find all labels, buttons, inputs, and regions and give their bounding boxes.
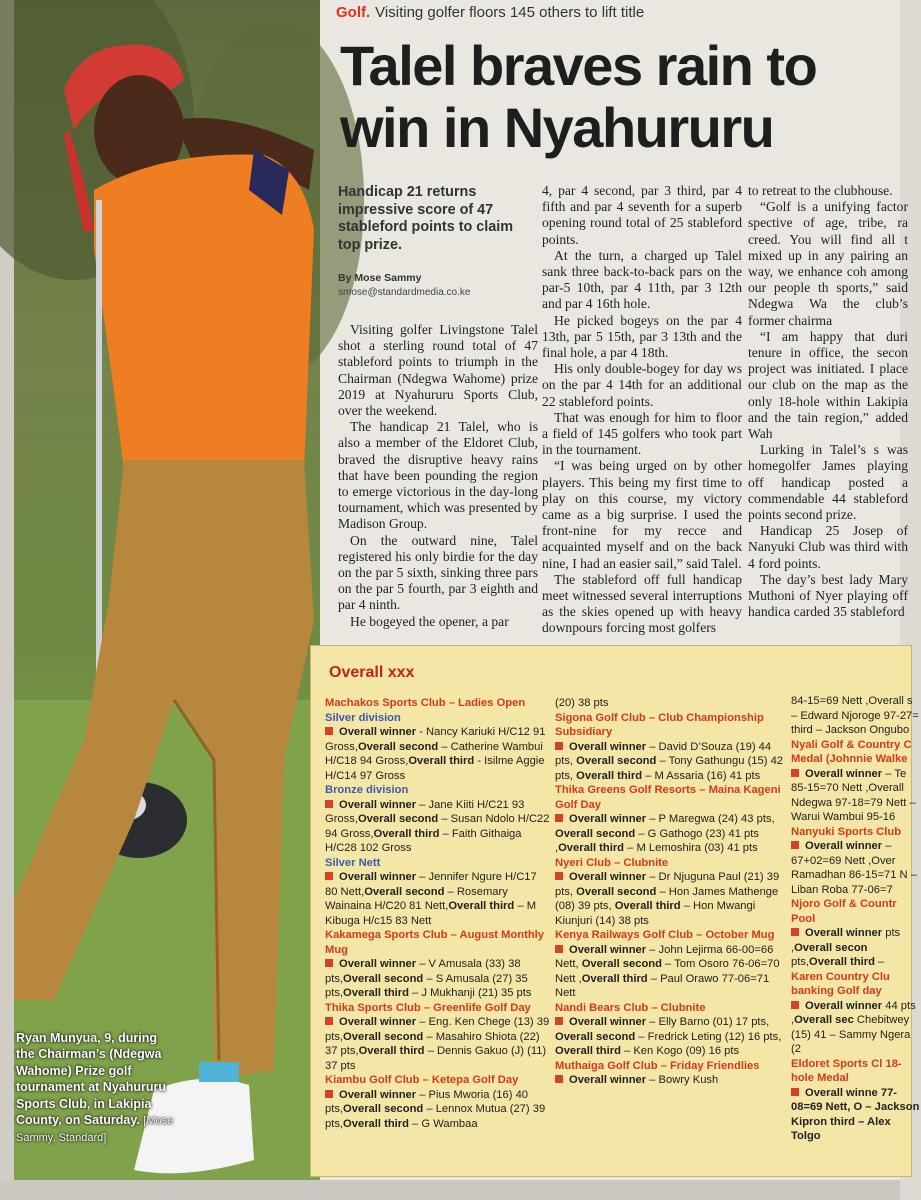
club-heading: Nyeri Club – Clubnite — [555, 856, 669, 869]
result-value: - Isilme Aggie H/C14 97 Gross — [325, 755, 545, 782]
result-label: Overall winner — [805, 840, 883, 852]
result-label: Overall second — [364, 885, 445, 898]
article-column-2 — [542, 183, 742, 637]
club-heading: Kenya Railways Golf Club – October Mug — [555, 929, 775, 941]
bullet-square-icon — [555, 945, 563, 953]
author-email: smose@standardmedia.co.ke — [338, 287, 471, 298]
result-value: – Hon James Mathenge (08) 39 pts, — [555, 885, 779, 912]
result-value: – Eng. Ken Chege (13) 39 pts, — [325, 1016, 550, 1043]
result-value: – Hon Mwangi Kiunjuri (14) 38 pts — [555, 900, 756, 927]
result-value: – M Assaria (16) 41 pts — [642, 769, 761, 782]
column-3-continuation: to retreat to the clubhouse. — [748, 183, 893, 198]
club-heading: Kiambu Golf Club – Ketepa Golf Day — [325, 1074, 519, 1086]
result-value: – V Amusala (33) 38 pts, — [325, 958, 521, 985]
result-value: – Tom Osoro 76-06=70 Nett , — [555, 958, 780, 985]
bullet-square-icon — [555, 1017, 563, 1025]
result-value: – S Amusala (27) 35 pts, — [325, 972, 528, 999]
result-value: – Catherine Wambui H/C18 94 Gross, — [325, 740, 543, 767]
bullet-square-icon — [325, 1017, 333, 1025]
result-value: – Jennifer Ngure H/C17 80 Nett, — [325, 871, 537, 898]
result-value: – M Kibuga H/c15 83 Nett — [325, 900, 537, 927]
result-value: - Nancy Kariuki H/C12 91 Gross, — [325, 726, 546, 753]
result-entry — [555, 943, 785, 1001]
result-value: – Dennis Gakuo (J) (11) 37 pts — [325, 1045, 547, 1072]
result-text — [555, 871, 779, 927]
bullet-square-icon — [791, 1088, 799, 1096]
results-column-2 — [555, 696, 785, 1088]
result-text — [791, 1087, 919, 1143]
result-label: Overall winner — [805, 927, 883, 939]
result-value: – Bowry Kush — [646, 1074, 719, 1086]
article-paragraph: Handicap 25 Josep of Nanyuki Club was third with 4 ford points. — [748, 523, 908, 571]
result-entry — [791, 926, 921, 970]
club-heading: Muthaiga Golf Club – Friday Friendlies — [555, 1059, 760, 1072]
result-value: – Masahiro Shiota (22) 37 pts, — [325, 1030, 540, 1057]
result-label: Overall third — [558, 842, 625, 854]
result-text — [555, 813, 775, 854]
result-label: Overall winner — [569, 1074, 647, 1086]
result-entry — [325, 1088, 551, 1132]
result-text — [325, 799, 550, 855]
article-paragraph: That was enough for him to floor a field of 145 golfers who took part in the tournament. — [542, 409, 742, 458]
result-value: – David D’Souza (19) 44 pts, — [555, 740, 772, 767]
result-text — [791, 927, 900, 968]
result-value: – Faith Githaiga H/C28 102 Gross — [325, 827, 522, 854]
result-value: – P Maregwa (24) 43 pts, — [646, 813, 775, 825]
result-value: – Lennox Mutua (27) 39 pts, — [325, 1103, 546, 1130]
bullet-square-icon — [791, 841, 799, 849]
results-box — [310, 645, 920, 1177]
result-label: Overall winner — [339, 958, 417, 970]
bullet-square-icon — [791, 928, 799, 936]
club-heading: Nandi Bears Club – Clubnite — [555, 1001, 706, 1014]
result-entry — [555, 1073, 785, 1088]
result-value: – John Lejirma 66-00=66 Nett, — [555, 943, 774, 970]
article-paragraph: The stableford off full handicap meet witnessed several interruptions as the skies opened up with heavy downpours forcing most golfers — [542, 571, 742, 636]
results-column-3 — [791, 694, 921, 1144]
result-value: pts, — [791, 956, 810, 968]
result-value: – Jane Kiiti H/C21 93 Gross, — [325, 798, 525, 825]
result-label: Overall second — [555, 827, 636, 840]
result-entry — [325, 870, 551, 928]
result-value: – Pius Mworia (16) 40 pts, — [325, 1088, 529, 1115]
headline — [340, 36, 900, 160]
division-heading: Silver division — [325, 711, 401, 724]
article-paragraph: His only double-bogey for day ws on the par 4 14th for an additional 22 stableford points. — [542, 361, 742, 409]
result-label: Overall winner — [569, 813, 647, 825]
article-paragraph: Visiting golfer Livingstone Talel shot a sterling round total of 47 stableford points to triumph in the Chairman (Ndegwa Wahome) prize 2019 at Nyahururu Sports Club, over the weekend. — [338, 322, 538, 419]
club-heading: Njoro Golf & Countr Pool — [791, 898, 897, 925]
result-label: Overall winner — [569, 1016, 647, 1028]
result-entry: 84-15=69 Nett ,Overall s – Edward Njoroge 97-27= third – Jackson Ongubo — [791, 695, 919, 736]
result-value: – Dr Njuguna Paul (21) 39 pts, — [555, 871, 780, 898]
result-label: Overall third — [343, 987, 409, 999]
result-label: Overall winner — [805, 767, 883, 780]
result-text — [791, 1000, 916, 1056]
article-paragraph: He bogeyed the opener, a par — [350, 613, 509, 629]
result-label: Overall third — [358, 1045, 425, 1057]
article-paragraph: The handicap 21 Talel, who is also a member of the Eldoret Club, braved the disruptive heavy rains that have been pounding the region to emerge victorious in the day-long tournament, which was presented by Madison Group. — [338, 419, 538, 532]
headline-line-1: Talel braves rain to — [340, 34, 817, 97]
bullet-square-icon — [325, 872, 333, 880]
result-text — [325, 1089, 545, 1130]
result-text — [555, 1016, 781, 1057]
result-label: Overall second — [576, 755, 657, 767]
result-value: – Elly Barno (01) 17 pts, — [646, 1016, 770, 1028]
byline: By Mose Sammy — [338, 272, 422, 284]
article-paragraph: “I am happy that duri tenure in office, the secon project was initiated. I place our club on the map as the only 18-hole within Lakipia and the tain region,” added Wah — [748, 328, 908, 442]
result-label: Overall third — [448, 900, 515, 912]
result-entry — [555, 870, 785, 928]
article-column-3 — [748, 183, 908, 620]
result-label: Overall third — [343, 1117, 409, 1130]
result-label: Overall winner — [569, 740, 647, 753]
result-text — [325, 726, 545, 782]
bullet-square-icon — [555, 872, 563, 880]
result-label: Overall second — [576, 885, 657, 898]
result-label: Overall winner — [339, 1088, 417, 1101]
result-value: – Ken Kogo (09) 16 pts — [620, 1045, 740, 1057]
result-label: Overall second — [357, 813, 439, 825]
bullet-square-icon — [791, 769, 799, 777]
bullet-square-icon — [325, 727, 333, 735]
bullet-square-icon — [555, 1075, 563, 1083]
result-entry — [791, 999, 921, 1057]
result-entry — [555, 812, 785, 856]
result-text — [555, 741, 783, 782]
club-heading: Machakos Sports Club – Ladies Open — [325, 697, 526, 709]
article-paragraph: At the turn, a charged up Talel sank three back-to-back pars on the par-5 10th, par 4 11th, par 3 12th and par 4 16th hole. — [542, 247, 742, 312]
result-value: – M Lemoshira (03) 41 pts — [624, 842, 758, 854]
result-value: – Fredrick Leting (12) 16 pts, — [635, 1030, 782, 1043]
result-value: – — [874, 956, 885, 968]
result-label: Overall winner — [339, 871, 417, 883]
result-entry — [555, 1015, 785, 1059]
result-value: pts , — [791, 927, 901, 954]
article-paragraph: He picked bogeys on the par 4 13th, par 5 15th, par 3 13th and the final hole, a par 4 18th. — [542, 312, 742, 361]
column-2-continuation: 4, par 4 second, par 3 third, par 4 fifth and par 4 seventh for a superb opening round total of 25 stableford points. — [542, 183, 742, 247]
result-value: – G Wambaa — [408, 1117, 478, 1130]
result-label: Overall second — [581, 958, 662, 970]
result-value: – 67+02=69 Nett ,Over Ramadhan 86-15=71 N – Liban Roba 77-06=7 — [791, 840, 917, 896]
article-paragraph: Lurking in Talel’s s was homegolfer James playing off handicap posted a commendable 44 stableford points second prize. — [748, 442, 908, 523]
result-label: Overall secon — [794, 941, 868, 954]
headline-line-2: win in Nyahururu — [340, 96, 774, 159]
result-label: Overall winner — [569, 943, 647, 956]
result-label: Overall winne 77-08=69 Nett, O – Jackson Kipron third – Alex Tolgo — [791, 1086, 920, 1142]
result-label: Overall second — [357, 740, 439, 753]
division-heading: Bronze division — [325, 784, 409, 796]
golfer-illustration — [14, 0, 320, 1180]
result-entry — [555, 740, 785, 784]
result-text — [325, 871, 537, 927]
result-value: – Tony Gathungu (15) 42 pts, — [555, 755, 784, 782]
result-label: Overall second — [343, 972, 424, 985]
result-label: Overall winner — [805, 999, 883, 1012]
article-paragraph: The day’s best lady Mary Muthoni of Nyer playing off handica carded 35 stableford — [748, 571, 908, 620]
result-value: – J Mukhanji (21) 35 pts — [408, 987, 532, 999]
results-column-1 — [325, 696, 551, 1131]
club-heading: Thika Greens Golf Resorts – Maina Kageni Golf Day — [555, 784, 781, 811]
result-label: Overall winner — [339, 726, 417, 738]
bullet-square-icon — [791, 1001, 799, 1009]
kicker-text: Visiting golfer floors 145 others to lift title — [375, 4, 645, 21]
result-label: Overall winner — [569, 871, 647, 883]
article-paragraph: “Golf is a unifying factor spective of age, tribe, ra creed. You will find all t mixed up in any pairing an way, we enhance coh among our people th sports,” said Ndegwa Wa the club’s former chairma — [748, 199, 908, 328]
result-value: – G Gathogo (23) 41 pts , — [555, 827, 759, 854]
result-value: 44 pts , — [791, 999, 916, 1026]
bullet-square-icon — [555, 814, 563, 822]
result-label: Overall sec — [794, 1014, 854, 1026]
result-value: Chebitwey (15) 41 – Sammy Ngera (2 — [791, 1014, 911, 1055]
result-text — [791, 768, 916, 824]
caption-text: Ryan Munyua, 9, during the Chairman’s (Ndegwa Wahome) Prize golf tournament at Nyahururu Sports Club, in Lakipia County, on Saturday. — [16, 1031, 167, 1128]
club-heading: Nanyuki Sports Club — [791, 825, 902, 838]
article-paragraph: On the outward nine, Talel registered his only birdie for the day on the par 5 sixth, sinking three pars on the par 5 fourth, par 3 eighth and par 4 ninth. — [338, 532, 538, 613]
result-label: Overall third — [555, 1045, 621, 1057]
result-entry — [325, 725, 551, 783]
result-text — [791, 840, 917, 896]
result-entry: (20) 38 pts — [555, 697, 609, 709]
result-value: – Paul Orawo 77-06=71 Nett — [555, 972, 770, 999]
club-heading: Karen Country Clu banking Golf day — [791, 970, 890, 997]
kicker — [336, 4, 644, 21]
bullet-square-icon — [325, 959, 333, 967]
result-label: Overall winner — [339, 1016, 417, 1028]
result-entry — [791, 1086, 921, 1144]
result-entry — [325, 798, 551, 856]
division-heading: Silver Nett — [325, 856, 381, 869]
article-column-1 — [338, 322, 538, 630]
standfirst: Handicap 21 returns impressive score of 47 stableford points to claim top prize. — [338, 184, 514, 253]
result-value: – Susan Ndolo H/C22 94 Gross, — [325, 813, 550, 840]
result-label: Overall winner — [339, 798, 417, 811]
result-label: Overall third — [373, 827, 440, 840]
result-entry — [325, 1015, 551, 1073]
result-label: Overall second — [555, 1030, 636, 1043]
result-text — [325, 1016, 549, 1072]
club-heading: Eldoret Sports Cl 18-hole Medal — [791, 1057, 902, 1084]
result-label: Overall third — [408, 755, 475, 767]
photo-caption — [16, 1030, 176, 1147]
club-heading: Kakamega Sports Club – August Monthly Mug — [325, 929, 545, 956]
result-entry — [325, 957, 551, 1001]
club-heading: Nyali Golf & Country C Medal (Johnnie Walke — [791, 738, 912, 765]
result-label: Overall second — [343, 1030, 424, 1043]
result-label: Overall third — [581, 972, 648, 985]
result-value: – Te 85-15=70 Nett ,Overall Ndegwa 97-18=79 Nett – Warui Wambui 95-16 — [791, 767, 916, 823]
result-label: Overall second — [343, 1103, 424, 1115]
result-value: – Rosemary Wainaina H/C20 81 Nett, — [325, 885, 508, 912]
result-entry — [791, 839, 921, 897]
result-text — [325, 958, 531, 999]
result-label: Overall third — [576, 769, 643, 782]
result-text — [569, 1074, 718, 1086]
golfer-photo — [14, 0, 320, 1180]
club-heading: Thika Sports Club – Greenlife Golf Day — [325, 1001, 531, 1014]
section-tag: Golf. — [336, 4, 371, 21]
result-label: Overall third — [809, 956, 875, 968]
result-text — [555, 944, 780, 1000]
bullet-square-icon — [555, 742, 563, 750]
bullet-square-icon — [325, 800, 333, 808]
club-heading: Sigona Golf Club – Club Championship Subsidiary — [555, 711, 764, 738]
table-surface — [0, 1180, 900, 1200]
result-entry — [791, 767, 921, 825]
results-title: Overall xxx — [329, 664, 415, 681]
caption-credit: [Mose Sammy, Standard] — [16, 1115, 174, 1145]
bullet-square-icon — [325, 1090, 333, 1098]
result-label: Overall third — [614, 900, 681, 912]
article-paragraph: “I was being urged on by other players. This being my first time to play on this course, my victory came as a big surprise. I used the front-nine for my recce and acquainted myself and on the back nine, I had an easier sail,” said Talel. — [542, 458, 742, 571]
